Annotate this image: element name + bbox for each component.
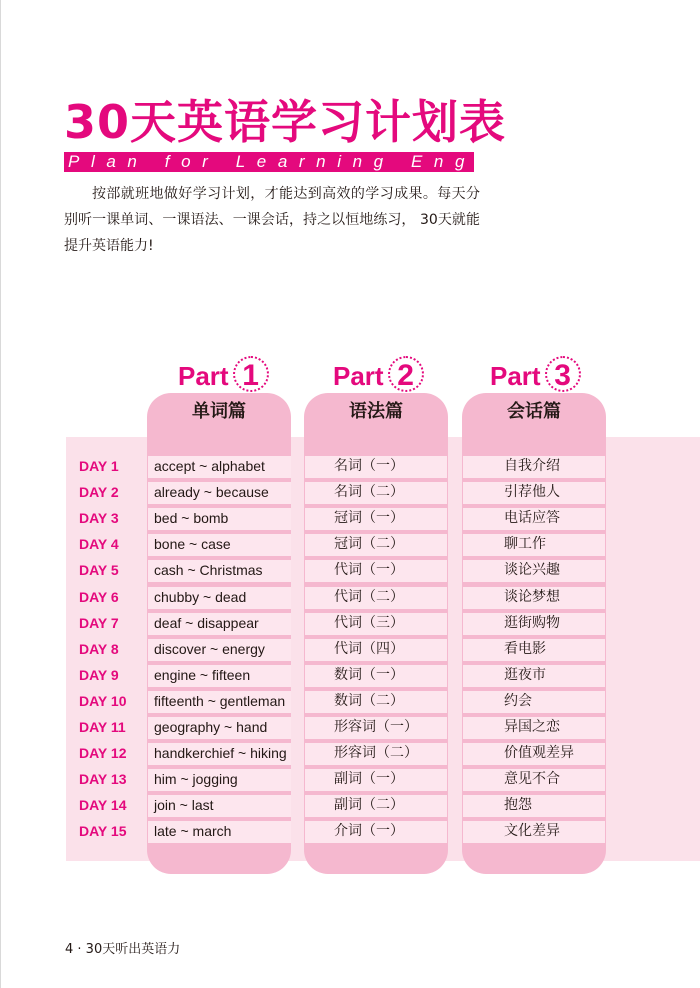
grammar-cell: 冠词（一）: [334, 510, 404, 527]
table-row: [0, 453, 700, 479]
page-footer: 4 · 30天听出英语力: [65, 942, 181, 957]
grammar-cell: 名词（一）: [334, 458, 404, 474]
day-label: DAY 13: [79, 771, 127, 788]
day-label: DAY 7: [79, 614, 119, 631]
day-label: DAY 15: [79, 823, 127, 840]
vocab-cell: handkerchief ~ hiking: [154, 745, 287, 762]
conversation-cell: 谈论梦想: [504, 588, 560, 605]
table-row: [0, 531, 700, 557]
conversation-cell: 引荐他人: [504, 484, 560, 501]
conversation-cell: 看电影: [504, 640, 546, 657]
day-label: DAY 11: [79, 719, 126, 735]
day-label: DAY 3: [79, 510, 119, 527]
part-3-label: [490, 350, 581, 394]
grammar-cell: 代词（四）: [334, 640, 404, 657]
table-row: [0, 818, 700, 844]
conversation-cell: 抱怨: [504, 797, 532, 814]
vocab-cell: late ~ march: [154, 823, 232, 840]
vocab-cell: bed ~ bomb: [154, 510, 229, 527]
table-row: [0, 505, 700, 531]
column-heading-grammar: 语法篇: [349, 401, 403, 422]
conversation-cell: 电话应答: [504, 510, 560, 527]
day-label: DAY 4: [79, 536, 119, 553]
vocab-cell: join ~ last: [154, 797, 214, 814]
row-stripe: [463, 691, 605, 713]
intro-paragraph: 按部就班地做好学习计划，才能达到高效的学习成果。每天分别听一课单词、一课语法、一课会话，持之以恒地练习， 30天就能提升英语能力!: [64, 186, 480, 254]
day-label: DAY 14: [79, 797, 127, 814]
table-row: [0, 557, 700, 583]
part-1-label: [178, 350, 269, 394]
vocab-cell: deaf ~ disappear: [154, 614, 259, 631]
day-label: DAY 12: [79, 745, 127, 762]
table-row: [0, 766, 700, 792]
day-label: DAY 6: [79, 588, 119, 605]
page-subtitle: Plan for Learning English: [68, 152, 548, 171]
row-stripe: [463, 795, 605, 817]
vocab-cell: chubby ~ dead: [154, 588, 247, 605]
vocab-cell: fifteenth ~ gentleman: [154, 692, 286, 709]
grammar-cell: 名词（二）: [334, 484, 404, 501]
table-row: [0, 740, 700, 766]
conversation-cell: 文化差异: [504, 823, 560, 840]
vocab-cell: bone ~ case: [154, 536, 231, 553]
grammar-cell: 冠词（二）: [334, 536, 404, 553]
table-row: [0, 636, 700, 662]
grammar-cell: 代词（三）: [334, 614, 404, 631]
part-word: Part: [178, 361, 229, 391]
column-heading-vocab: 单词篇: [192, 401, 246, 422]
table-row: [0, 792, 700, 818]
conversation-cell: 异国之恋: [504, 719, 560, 735]
part-word: Part: [490, 361, 541, 391]
grammar-cell: 数词（二）: [334, 692, 404, 709]
conversation-cell: 自我介绍: [504, 458, 560, 474]
vocab-cell: him ~ jogging: [154, 771, 238, 788]
part-2-label: [333, 350, 424, 394]
day-label: DAY 9: [79, 666, 119, 683]
vocab-cell: discover ~ energy: [154, 640, 265, 657]
grammar-cell: 代词（二）: [334, 588, 404, 605]
vocab-cell: engine ~ fifteen: [154, 666, 251, 683]
day-label: DAY 2: [79, 484, 119, 501]
column-heading-conversation: 会话篇: [507, 401, 561, 422]
day-label: DAY 5: [79, 562, 119, 579]
grammar-cell: 代词（一）: [334, 562, 404, 579]
table-row: [0, 610, 700, 636]
grammar-cell: 介词（一）: [334, 823, 404, 840]
page-title: 30天英语学习计划表: [64, 95, 507, 149]
part-number-badge: 1: [233, 356, 269, 392]
grammar-cell: 数词（一）: [334, 666, 404, 683]
conversation-cell: 约会: [504, 692, 532, 709]
table-row: [0, 584, 700, 610]
grammar-cell: 副词（二）: [334, 797, 404, 814]
part-word: Part: [333, 361, 384, 391]
vocab-cell: already ~ because: [154, 484, 269, 501]
part-number-badge: 2: [388, 356, 424, 392]
vocab-cell: cash ~ Christmas: [154, 562, 263, 579]
conversation-cell: 逛街购物: [504, 614, 560, 631]
grammar-cell: 副词（一）: [334, 771, 404, 788]
vocab-cell: geography ~ hand: [154, 719, 268, 735]
day-label: DAY 1: [79, 458, 119, 474]
conversation-cell: 谈论兴趣: [504, 562, 560, 579]
conversation-cell: 聊工作: [504, 536, 546, 553]
day-label: DAY 10: [79, 692, 127, 709]
conversation-cell: 意见不合: [504, 771, 560, 788]
table-row: [0, 714, 700, 740]
table-row: [0, 479, 700, 505]
part-number-badge: 3: [545, 356, 581, 392]
table-row: [0, 662, 700, 688]
conversation-cell: 逛夜市: [504, 666, 546, 683]
table-row: [0, 688, 700, 714]
grammar-cell: 形容词（一）: [334, 719, 418, 735]
day-label: DAY 8: [79, 640, 119, 657]
grammar-cell: 形容词（二）: [334, 745, 418, 762]
conversation-cell: 价值观差异: [504, 745, 574, 762]
vocab-cell: accept ~ alphabet: [154, 458, 265, 474]
